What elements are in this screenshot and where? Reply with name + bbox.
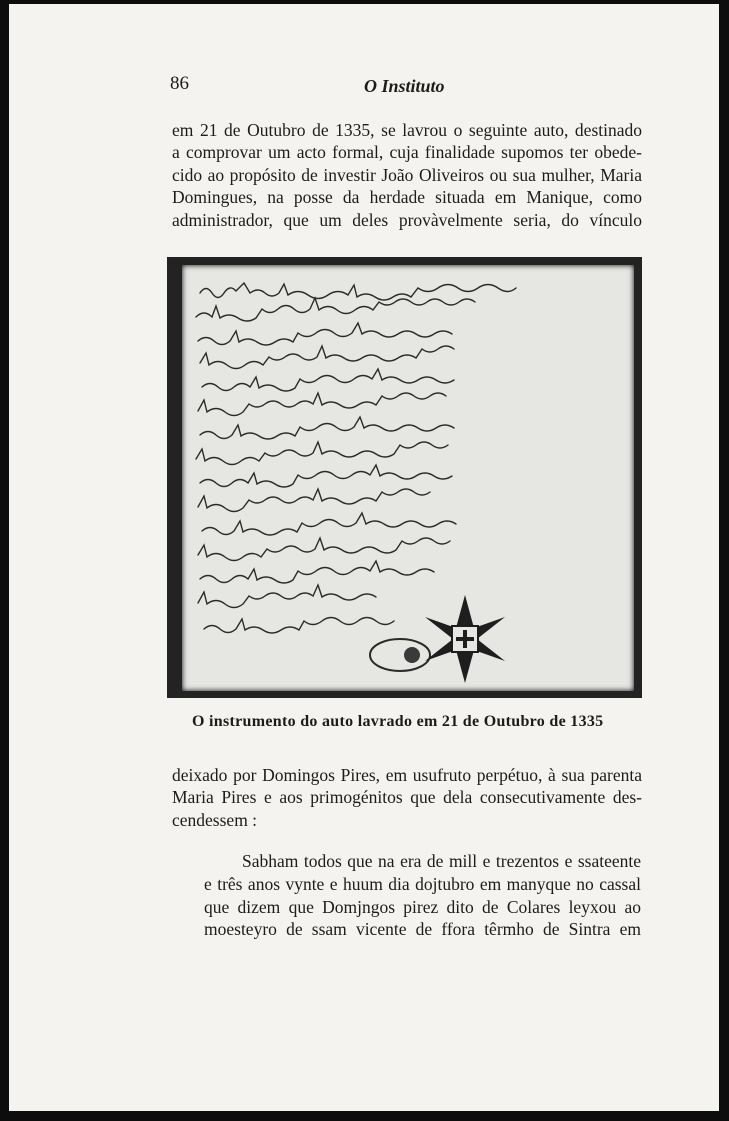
text-line: Sabham todos que na era de mill e trezentos e ssateente [242,851,641,871]
text-line: moesteyro de ssam vicente de ffora têrmho de Sintra em [204,919,641,940]
scan-border-right [719,0,729,1121]
running-title: O Instituto [364,76,445,96]
parchment-document [182,265,634,691]
text-line: cido ao propósito de investir João Oliveiros ou sua mulher, Maria [172,164,642,185]
text-line: cendessem : [172,809,258,830]
manuscript-photograph [167,257,642,698]
paragraph-2 [172,764,642,831]
text-line: e três anos vynte e huum dia dojtubro em manyque no cassal [204,873,641,894]
text-line: que dizem que Domjngos pirez dito de Colares leyxou ao [204,896,641,917]
text-line: a comprovar um acto formal, cuja finalidade supomos ter obede- [172,142,642,163]
page-number: 86 [170,73,189,94]
text-line: Maria Pires e aos primogénitos que dela consecutivamente des- [172,787,642,808]
text-line: em 21 de Outubro de 1335, se lavrou o seguinte auto, destinado [172,120,642,140]
scan-border-left [0,0,9,1121]
paragraph-1 [172,119,642,231]
scan-border-bottom [0,1111,729,1121]
text-line: administrador, que um deles provàvelmente seria, do vínculo [172,209,642,230]
text-line: Domingues, na posse da herdade situada em Manique, como [172,187,642,208]
figure-caption: O instrumento do auto lavrado em 21 de Outubro de 1335 [192,713,604,730]
scan-border-top [0,0,729,4]
handwriting-image [182,265,634,691]
text-line: deixado por Domingos Pires, em usufruto perpétuo, à sua parenta [172,765,642,785]
quoted-transcription [204,850,641,941]
